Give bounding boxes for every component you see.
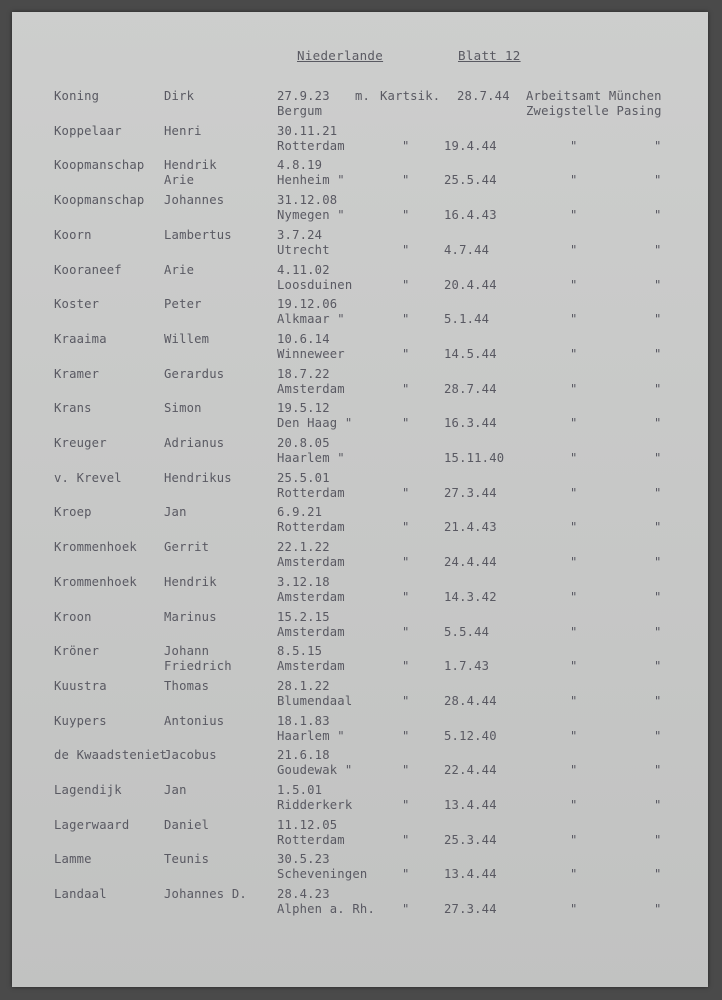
ditto-mark: " xyxy=(402,520,410,535)
birth-place: Loosduinen xyxy=(277,277,353,292)
surname: Kreuger xyxy=(54,436,107,450)
birth-date: 3.12.18 xyxy=(277,574,330,589)
birth-place: Ridderkerk xyxy=(277,798,353,812)
office-ditto: " xyxy=(570,624,578,639)
office-ditto: " xyxy=(570,589,578,604)
surname: Kroep xyxy=(54,505,92,520)
table-row xyxy=(12,714,708,748)
office-ditto: Zweigstelle Pasing xyxy=(526,104,662,118)
birth-date: 19.5.12 xyxy=(277,401,330,416)
branch-ditto: " xyxy=(654,798,662,812)
given-name: Antonius xyxy=(164,713,225,728)
sheet-number: Blatt 12 xyxy=(458,48,521,63)
surname: Kraaima xyxy=(54,331,107,346)
birth-place: Rotterdam xyxy=(277,832,345,847)
birth-place: Bergum xyxy=(277,104,323,118)
birth-place: Amsterdam xyxy=(277,589,345,604)
ditto-mark: " xyxy=(402,277,410,292)
birth-date: 3.7.24 xyxy=(277,227,323,242)
surname: Kroon xyxy=(54,609,92,624)
branch-ditto: " xyxy=(654,173,662,188)
branch-ditto: " xyxy=(654,520,662,535)
surname: Koning xyxy=(54,89,100,103)
ditto-mark: " xyxy=(402,832,410,847)
surname: Kröner xyxy=(54,644,100,659)
given-name: Marinus xyxy=(164,609,217,624)
surname: Lagerwaard xyxy=(54,817,130,832)
office-ditto: " xyxy=(570,693,578,708)
branch-ditto: " xyxy=(654,208,662,223)
birth-place: Amsterdam xyxy=(277,381,345,396)
birth-date: 11.12.05 xyxy=(277,817,338,832)
registration-date: 15.11.40 xyxy=(444,451,505,465)
branch-ditto: " xyxy=(654,693,662,708)
birth-date: 8.5.15 xyxy=(277,644,323,659)
office-ditto: " xyxy=(570,277,578,292)
branch-ditto: " xyxy=(654,451,662,465)
table-row xyxy=(12,818,708,852)
given-name: Gerardus xyxy=(164,366,225,381)
branch-ditto: " xyxy=(654,242,662,257)
birth-place: Blumendaal xyxy=(277,693,353,708)
surname: Kuustra xyxy=(54,678,107,693)
registration-date: 13.4.44 xyxy=(444,867,497,882)
registration-date: 19.4.44 xyxy=(444,138,497,153)
birth-place: Rotterdam xyxy=(277,485,345,500)
table-row xyxy=(12,540,708,574)
given-name-second: Arie xyxy=(164,173,195,188)
registration-date: 13.4.44 xyxy=(444,798,497,812)
registration-date: 25.3.44 xyxy=(444,832,497,847)
surname: Koopmanschap xyxy=(54,158,145,173)
birth-date: 28.1.22 xyxy=(277,678,330,693)
birth-place: Scheveningen xyxy=(277,867,368,882)
registration-date: 16.4.43 xyxy=(444,208,497,223)
table-row xyxy=(12,610,708,644)
ditto-mark: " xyxy=(402,416,410,431)
birth-date: 4.11.02 xyxy=(277,262,330,277)
ditto-mark: " xyxy=(402,798,410,812)
birth-date: 27.9.23 xyxy=(277,89,330,103)
table-row xyxy=(12,679,708,713)
given-name: Simon xyxy=(164,401,202,416)
given-name: Hendrik xyxy=(164,158,217,173)
birth-place: Haarlem " xyxy=(277,728,345,743)
registration-date: 5.1.44 xyxy=(444,312,490,327)
registration-date: 27.3.44 xyxy=(444,902,497,917)
table-row xyxy=(12,332,708,366)
branch-ditto: " xyxy=(654,659,662,674)
table-row xyxy=(12,783,708,817)
birth-date: 31.12.08 xyxy=(277,193,338,208)
table-row xyxy=(12,158,708,192)
surname: Lagendijk xyxy=(54,783,122,797)
office-ditto: " xyxy=(570,520,578,535)
birth-date: 21.6.18 xyxy=(277,748,330,763)
birth-date: 19.12.06 xyxy=(277,297,338,312)
labor-office: Arbeitsamt München xyxy=(526,89,662,103)
ditto-mark: " xyxy=(402,346,410,361)
branch-ditto: " xyxy=(654,867,662,882)
branch-ditto: " xyxy=(654,832,662,847)
birth-date: 25.5.01 xyxy=(277,470,330,485)
registration-date: 5.12.40 xyxy=(444,728,497,743)
ditto-mark: " xyxy=(402,659,410,674)
given-name: Thomas xyxy=(164,678,210,693)
office-ditto: " xyxy=(570,208,578,223)
birth-date: 4.8.19 xyxy=(277,158,323,173)
ditto-mark: " xyxy=(402,381,410,396)
given-name: Adrianus xyxy=(164,436,225,450)
table-row xyxy=(12,89,708,123)
office-ditto: " xyxy=(570,659,578,674)
office-ditto: " xyxy=(570,832,578,847)
registration-date: 28.4.44 xyxy=(444,693,497,708)
given-name: Jan xyxy=(164,505,187,520)
surname: Koster xyxy=(54,297,100,312)
registration-date: 5.5.44 xyxy=(444,624,490,639)
registration-date: 27.3.44 xyxy=(444,485,497,500)
given-name: Johannes D. xyxy=(164,887,247,902)
birth-place: Amsterdam xyxy=(277,659,345,674)
birth-date: 6.9.21 xyxy=(277,505,323,520)
office-ditto: " xyxy=(570,451,578,465)
office-ditto: " xyxy=(570,555,578,570)
office-ditto: " xyxy=(570,798,578,812)
table-row xyxy=(12,852,708,886)
registration-date: 25.5.44 xyxy=(444,173,497,188)
table-row xyxy=(12,644,708,678)
registration-date: 28.7.44 xyxy=(444,381,497,396)
surname: Krommenhoek xyxy=(54,540,137,555)
surname: Koppelaar xyxy=(54,123,122,138)
birth-date: 10.6.14 xyxy=(277,331,330,346)
branch-ditto: " xyxy=(654,346,662,361)
birth-place: Haarlem " xyxy=(277,451,345,465)
ditto-mark: " xyxy=(402,867,410,882)
branch-ditto: " xyxy=(654,555,662,570)
given-name: Jan xyxy=(164,783,187,797)
branch-ditto: " xyxy=(654,416,662,431)
surname: Koorn xyxy=(54,227,92,242)
ditto-mark: " xyxy=(402,693,410,708)
registration-date: 22.4.44 xyxy=(444,763,497,778)
surname: Krans xyxy=(54,401,92,416)
branch-ditto: " xyxy=(654,138,662,153)
branch-ditto: " xyxy=(654,485,662,500)
table-row xyxy=(12,367,708,401)
surname: v. Krevel xyxy=(54,470,122,485)
ditto-mark: " xyxy=(402,555,410,570)
birth-date: 18.1.83 xyxy=(277,713,330,728)
registration-date: 4.7.44 xyxy=(444,242,490,257)
branch-ditto: " xyxy=(654,312,662,327)
table-row xyxy=(12,575,708,609)
birth-place: Amsterdam xyxy=(277,555,345,570)
given-name: Johannes xyxy=(164,193,225,208)
given-name: Hendrik xyxy=(164,574,217,589)
ditto-mark: " xyxy=(402,902,410,917)
given-name: Gerrit xyxy=(164,540,210,555)
birth-place: Alphen a. Rh. xyxy=(277,902,375,917)
surname: Kramer xyxy=(54,366,100,381)
birth-place: Nymegen " xyxy=(277,208,345,223)
office-ditto: " xyxy=(570,416,578,431)
birth-place: Henheim " xyxy=(277,173,345,188)
table-row xyxy=(12,124,708,158)
birth-date: 20.8.05 xyxy=(277,436,330,450)
gender-mark: m. xyxy=(355,89,371,103)
office-ditto: " xyxy=(570,867,578,882)
given-name: Daniel xyxy=(164,817,210,832)
birth-date: 30.11.21 xyxy=(277,123,338,138)
registration-date: 28.7.44 xyxy=(457,89,510,103)
office-ditto: " xyxy=(570,485,578,500)
registration-date: 16.3.44 xyxy=(444,416,497,431)
surname: de Kwaadsteniet xyxy=(54,748,168,763)
birth-date: 1.5.01 xyxy=(277,783,323,797)
given-name: Arie xyxy=(164,262,195,277)
ditto-mark: Kartsik. xyxy=(380,89,441,103)
registration-date: 21.4.43 xyxy=(444,520,497,535)
branch-ditto: " xyxy=(654,763,662,778)
branch-ditto: " xyxy=(654,277,662,292)
birth-date: 15.2.15 xyxy=(277,609,330,624)
birth-date: 30.5.23 xyxy=(277,852,330,867)
ditto-mark: " xyxy=(402,624,410,639)
surname: Koopmanschap xyxy=(54,193,145,208)
given-name: Dirk xyxy=(164,89,195,103)
table-row xyxy=(12,193,708,227)
ditto-mark: " xyxy=(402,589,410,604)
ditto-mark: " xyxy=(402,763,410,778)
document-page xyxy=(12,12,708,987)
birth-place: Den Haag " xyxy=(277,416,353,431)
office-ditto: " xyxy=(570,173,578,188)
surname: Kuypers xyxy=(54,713,107,728)
office-ditto: " xyxy=(570,728,578,743)
branch-ditto: " xyxy=(654,624,662,639)
ditto-mark: " xyxy=(402,728,410,743)
office-ditto: " xyxy=(570,242,578,257)
office-ditto: " xyxy=(570,312,578,327)
table-row xyxy=(12,401,708,435)
birth-place: Goudewak " xyxy=(277,763,353,778)
ditto-mark: " xyxy=(402,242,410,257)
birth-place: Utrecht xyxy=(277,242,330,257)
surname: Krommenhoek xyxy=(54,574,137,589)
office-ditto: " xyxy=(570,381,578,396)
registration-date: 20.4.44 xyxy=(444,277,497,292)
registration-date: 1.7.43 xyxy=(444,659,490,674)
ditto-mark: " xyxy=(402,173,410,188)
branch-ditto: " xyxy=(654,902,662,917)
surname: Lamme xyxy=(54,852,92,867)
table-row xyxy=(12,436,708,470)
table-row xyxy=(12,297,708,331)
given-name: Jacobus xyxy=(164,748,217,763)
branch-ditto: " xyxy=(654,728,662,743)
surname: Landaal xyxy=(54,887,107,902)
birth-place: Amsterdam xyxy=(277,624,345,639)
birth-date: 18.7.22 xyxy=(277,366,330,381)
registration-date: 24.4.44 xyxy=(444,555,497,570)
given-name: Willem xyxy=(164,331,210,346)
given-name: Henri xyxy=(164,123,202,138)
office-ditto: " xyxy=(570,902,578,917)
branch-ditto: " xyxy=(654,589,662,604)
table-row xyxy=(12,748,708,782)
given-name: Johann xyxy=(164,644,210,659)
birth-place: Rotterdam xyxy=(277,138,345,153)
given-name: Teunis xyxy=(164,852,210,867)
country-header: Niederlande xyxy=(297,48,384,63)
office-ditto: " xyxy=(570,346,578,361)
birth-place: Rotterdam xyxy=(277,520,345,535)
birth-place: Alkmaar " xyxy=(277,312,345,327)
birth-date: 22.1.22 xyxy=(277,540,330,555)
given-name: Lambertus xyxy=(164,227,232,242)
office-ditto: " xyxy=(570,138,578,153)
table-row xyxy=(12,228,708,262)
given-name-second: Friedrich xyxy=(164,659,232,674)
given-name: Peter xyxy=(164,297,202,312)
given-name: Hendrikus xyxy=(164,470,232,485)
table-row xyxy=(12,505,708,539)
registration-date: 14.5.44 xyxy=(444,346,497,361)
table-row xyxy=(12,263,708,297)
ditto-mark: " xyxy=(402,138,410,153)
branch-ditto: " xyxy=(654,381,662,396)
ditto-mark: " xyxy=(402,208,410,223)
table-row xyxy=(12,471,708,505)
birth-date: 28.4.23 xyxy=(277,887,330,902)
table-row xyxy=(12,887,708,921)
registration-date: 14.3.42 xyxy=(444,589,497,604)
ditto-mark: " xyxy=(402,312,410,327)
office-ditto: " xyxy=(570,763,578,778)
ditto-mark: " xyxy=(402,485,410,500)
birth-place: Winneweer xyxy=(277,346,345,361)
surname: Kooraneef xyxy=(54,262,122,277)
